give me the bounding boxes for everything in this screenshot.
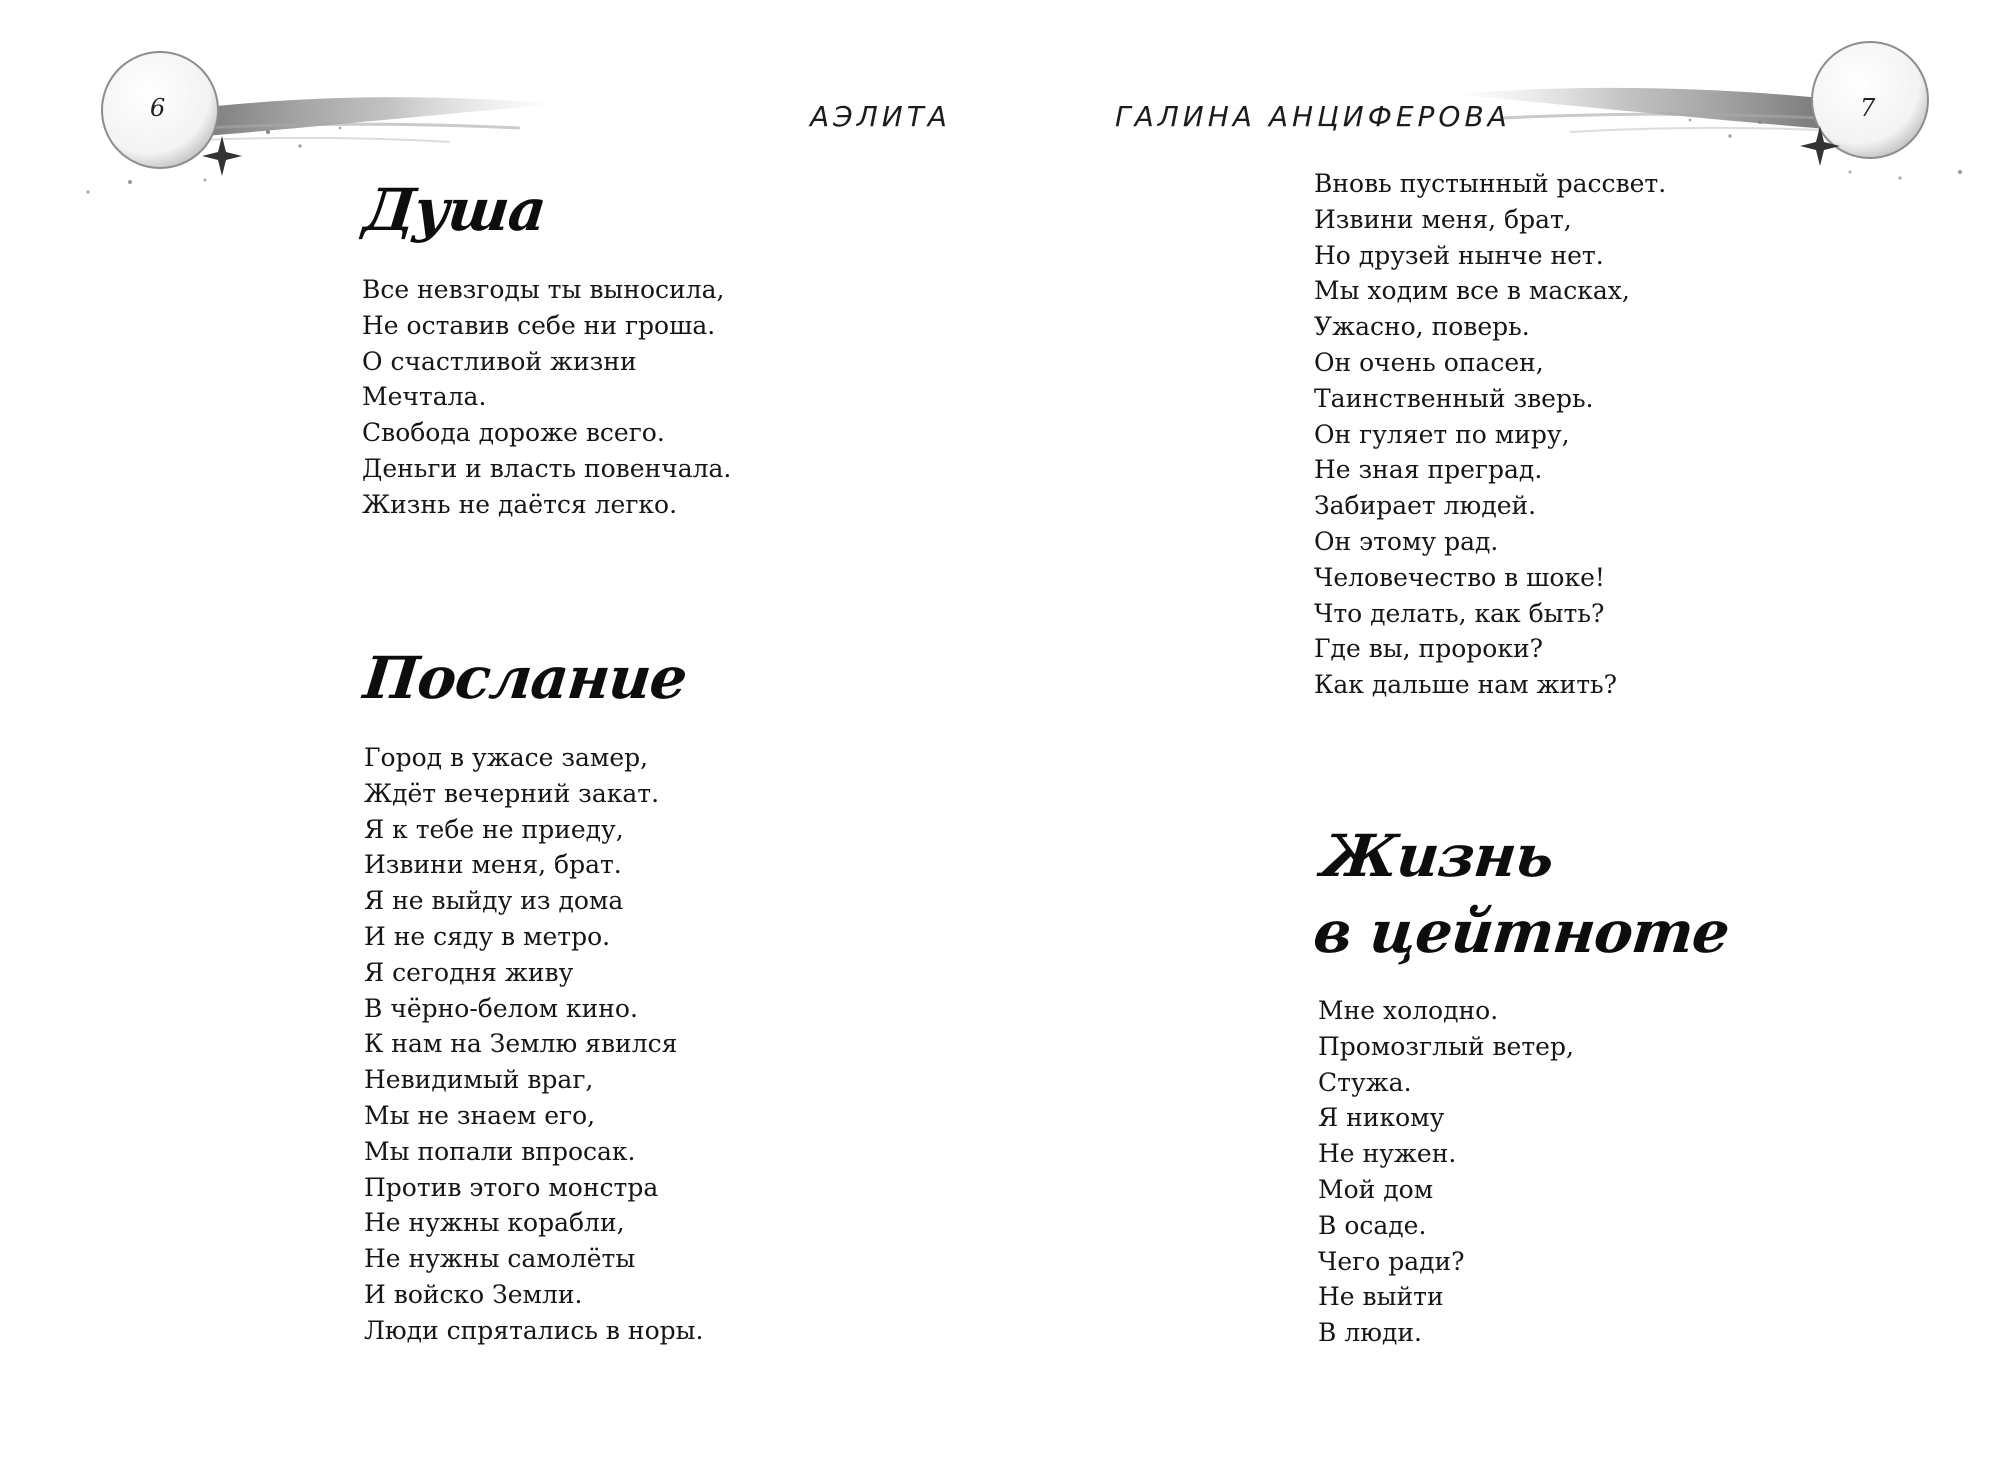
poem-line: Он этому рад. <box>1314 526 1499 556</box>
poem-line: Мы не знаем его, <box>364 1100 596 1130</box>
poem-line: Чего ради? <box>1318 1246 1465 1276</box>
poem-line: В чёрно-белом кино. <box>364 993 638 1023</box>
poem-line: Я к тебе не приеду, <box>364 814 624 844</box>
poem-line: Ждёт вечерний закат. <box>364 778 660 808</box>
poem-line: Человечество в шоке! <box>1314 562 1605 592</box>
right-moon-icon <box>1450 42 1962 180</box>
poem-line: Забирает людей. <box>1314 491 1537 521</box>
poem-line: Я сегодня живу <box>364 957 574 987</box>
poem-line: Где вы, пророки? <box>1314 634 1544 664</box>
poem-line: Мечтала. <box>362 382 487 412</box>
poem-line: Он очень опасен, <box>1314 347 1544 377</box>
poem-line: Мы ходим все в масках, <box>1314 276 1630 306</box>
poem-line: Вновь пустынный рассвет. <box>1314 169 1667 198</box>
poem-line: Мой дом <box>1318 1174 1434 1204</box>
poem-line: Он гуляет по миру, <box>1314 419 1570 449</box>
poem-line: Не нужен. <box>1318 1139 1457 1169</box>
poem-line: Не выйти <box>1318 1282 1444 1312</box>
poem-line: Не нужны самолёты <box>364 1244 636 1274</box>
poem-line: Против этого монстра <box>364 1172 659 1202</box>
poem-poslanie-body <box>364 740 704 1349</box>
right-running-head: ГАЛИНА АНЦИФЕРОВА <box>1115 100 1511 133</box>
poem-line: Промозглый ветер, <box>1318 1031 1574 1061</box>
poem-line: Мне холодно. <box>1318 996 1499 1025</box>
poem-line: Но друзей нынче нет. <box>1314 240 1604 270</box>
poem-line: Стужа. <box>1318 1067 1412 1097</box>
poem-title-zhizn <box>1310 818 1746 970</box>
poem-line: Не нужны корабли, <box>364 1208 625 1238</box>
poem-line: Я не выйду из дома <box>364 886 624 916</box>
poem-line: Деньги и власть повенчала. <box>362 453 732 483</box>
poem-line: К нам на Землю явился <box>364 1029 678 1059</box>
poem-line: Я никому <box>1318 1103 1445 1133</box>
poem-poslanie-continuation <box>1314 166 1666 703</box>
poem-line: Извини меня, брат. <box>364 850 622 880</box>
poem-line: Свобода дороже всего. <box>362 418 665 448</box>
poem-zhizn-body <box>1318 993 1574 1351</box>
header-decoration <box>0 0 2000 220</box>
poem-line: Невидимый враг, <box>364 1065 594 1095</box>
poem-line: Не оставив себе ни гроша. <box>362 310 716 340</box>
poem-line: Ужасно, поверь. <box>1314 312 1530 342</box>
poem-line: Что делать, как быть? <box>1314 598 1605 628</box>
poem-line: Жизнь не даётся легко. <box>362 489 678 519</box>
right-page-number: 7 <box>1860 94 1876 122</box>
poem-line: Мы попали впросак. <box>364 1136 636 1166</box>
poem-line: Как дальше нам жить? <box>1314 670 1618 700</box>
poem-line: И не сяду в метро. <box>364 921 611 951</box>
poem-line: Город в ужасе замер, <box>364 743 649 772</box>
left-running-head: АЭЛИТА <box>810 100 951 133</box>
poem-line: В люди. <box>1318 1318 1422 1348</box>
poem-title-line: Жизнь <box>1318 822 1557 890</box>
poem-dusha-body <box>362 272 731 523</box>
poem-line: В осаде. <box>1318 1210 1427 1240</box>
poem-line: О счастливой жизни <box>362 346 637 376</box>
poem-line: Извини меня, брат, <box>1314 204 1572 234</box>
poem-line: Люди спрятались в норы. <box>364 1315 704 1345</box>
left-page-number: 6 <box>150 94 166 122</box>
poem-title-line: в цейтноте <box>1310 898 1733 966</box>
poem-title-dusha: Душа <box>360 176 549 244</box>
poem-line: Все невзгоды ты выносила, <box>362 275 725 304</box>
poem-line: И войско Земли. <box>364 1279 583 1309</box>
poem-line: Таинственный зверь. <box>1314 383 1594 413</box>
poem-line: Не зная преград. <box>1314 455 1543 485</box>
poem-title-poslanie: Послание <box>360 644 690 712</box>
